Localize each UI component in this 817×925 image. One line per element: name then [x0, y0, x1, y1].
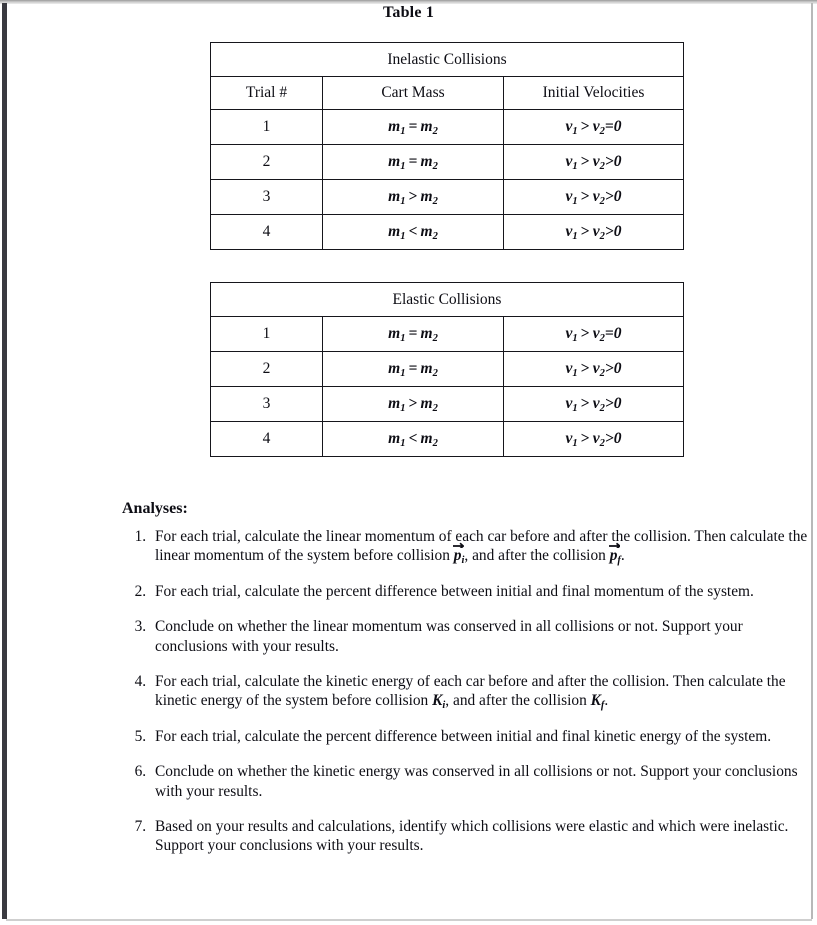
initial-velocities-cell: [504, 317, 684, 352]
math-expression: $m_1 = m_2$: [388, 118, 438, 137]
table-row: [211, 145, 684, 180]
math-expression: $m_1 > m_2$: [388, 395, 438, 414]
analysis-text: For each trial, calculate the linear momentum of each car before and after the collision. Then calculate the linear momentum of the system before collision: [155, 528, 808, 565]
math-expression: $m_1 < m_2$: [388, 430, 438, 449]
scalar-symbol-Kf: $K_f$: [590, 692, 605, 712]
table-caption: Inelastic Collisions: [211, 43, 684, 77]
trial-number-cell: 4: [211, 422, 323, 457]
column-header-1: Cart Mass: [323, 77, 504, 110]
table-row: [211, 317, 684, 352]
analyses-list: [122, 527, 808, 872]
table-row: [211, 215, 684, 250]
cart-mass-cell: [323, 145, 504, 180]
relational-operator: >: [577, 223, 593, 240]
table-row: [211, 352, 684, 387]
analysis-text: .: [604, 692, 609, 710]
math-expression: $v_1 > v_2>0$: [565, 153, 622, 172]
analysis-item-4: [150, 672, 808, 711]
analysis-text: Conclude on whether the kinetic energy was conserved in all collisions or not. Support your conclusions with your results.: [155, 763, 798, 800]
relational-operator: <: [405, 430, 421, 447]
analysis-text: For each trial, calculate the percent difference between initial and final momentum of the system.: [155, 582, 754, 600]
cart-mass-cell: [323, 110, 504, 145]
cart-mass-cell: [323, 180, 504, 215]
trial-number-cell: 2: [211, 145, 323, 180]
column-header-2: Initial Velocities: [504, 77, 684, 110]
initial-velocities-cell: [504, 145, 684, 180]
math-expression: $v_1 > v_2=0$: [565, 118, 622, 137]
math-expression: $m_1 > m_2$: [388, 188, 438, 207]
analyses-heading: Analyses:: [122, 500, 188, 517]
initial-velocities-cell: [504, 387, 684, 422]
relational-operator: >: [405, 188, 421, 205]
trial-number-cell: 1: [211, 317, 323, 352]
relational-operator: >: [577, 325, 593, 342]
trial-number-cell: 3: [211, 180, 323, 215]
analysis-text: , and after the collision: [464, 547, 610, 565]
math-expression: $v_1 > v_2>0$: [565, 223, 622, 242]
analysis-text: Conclude on whether the linear momentum was conserved in all collisions or not. Support your conclusions with your results.: [155, 618, 743, 655]
relational-operator: >: [577, 188, 593, 205]
relational-operator: >: [577, 153, 593, 170]
math-expression: $m_1 = m_2$: [388, 360, 438, 379]
analysis-text: .: [620, 547, 625, 565]
table-row: [211, 387, 684, 422]
relational-operator: >: [577, 360, 593, 377]
column-header-0: Trial #: [211, 77, 323, 110]
cart-mass-cell: [323, 422, 504, 457]
vector-symbol-pf: [610, 546, 621, 565]
analysis-text: , and after the collision: [445, 692, 591, 710]
analysis-item-1: [150, 527, 808, 566]
math-expression: $v_1 > v_2>0$: [565, 188, 622, 207]
vector-subscript: i: [461, 555, 465, 567]
trial-number-cell: 2: [211, 352, 323, 387]
vector-symbol-pi: [454, 546, 465, 565]
table-caption-row: [211, 283, 684, 317]
cart-mass-cell: [323, 215, 504, 250]
relational-operator: =: [405, 153, 421, 170]
table-row: [211, 110, 684, 145]
math-expression: $m_1 = m_2$: [388, 325, 438, 344]
table-row: [211, 180, 684, 215]
cart-mass-cell: [323, 352, 504, 387]
relational-operator: =: [405, 360, 421, 377]
trial-number-cell: 3: [211, 387, 323, 422]
table-caption: Elastic Collisions: [211, 283, 684, 317]
relational-operator: >: [577, 395, 593, 412]
trial-number-cell: 1: [211, 110, 323, 145]
initial-velocities-cell: [504, 422, 684, 457]
table-row: [211, 422, 684, 457]
initial-velocities-cell: [504, 215, 684, 250]
math-expression: $m_1 < m_2$: [388, 223, 438, 242]
scalar-symbol-Ki: $K_i$: [432, 692, 446, 712]
vector-subscript: f: [617, 555, 621, 567]
initial-velocities-cell: [504, 110, 684, 145]
math-expression: $v_1 > v_2=0$: [565, 325, 622, 344]
initial-velocities-cell: [504, 180, 684, 215]
analysis-text: For each trial, calculate the kinetic energy of each car before and after the collision. Then calculate the kinetic energy of the system before collision: [155, 673, 786, 710]
relational-operator: >: [405, 395, 421, 412]
math-expression: $m_1 = m_2$: [388, 153, 438, 172]
math-expression: $v_1 > v_2>0$: [565, 395, 622, 414]
relational-operator: >: [577, 430, 593, 447]
analysis-item-6: [150, 762, 808, 801]
relational-operator: <: [405, 223, 421, 240]
analysis-item-5: [150, 727, 808, 746]
relational-operator: =: [405, 325, 421, 342]
inelastic-collisions-table: [210, 42, 684, 250]
vector-base: p: [453, 547, 462, 565]
relational-operator: >: [577, 118, 593, 135]
cart-mass-cell: [323, 387, 504, 422]
scan-edge-right: [811, 3, 813, 919]
analysis-text: Based on your results and calculations, identify which collisions were elastic and which were inelastic. Support your conclusions with your results.: [155, 818, 789, 855]
table-header-row: [211, 77, 684, 110]
cart-mass-cell: [323, 317, 504, 352]
analysis-item-7: [150, 817, 808, 856]
math-expression: $v_1 > v_2>0$: [565, 360, 622, 379]
analysis-text: For each trial, calculate the percent difference between initial and final kinetic energy of the system.: [155, 727, 772, 745]
page-title: Table 1: [382, 4, 435, 21]
relational-operator: =: [405, 118, 421, 135]
elastic-collisions-table: [210, 282, 684, 457]
table-caption-row: [211, 43, 684, 77]
analysis-item-3: [150, 617, 808, 656]
trial-number-cell: 4: [211, 215, 323, 250]
scalar-subscript: i: [442, 700, 446, 712]
scalar-subscript: f: [600, 700, 605, 712]
scan-edge-left: [2, 3, 7, 919]
math-expression: $v_1 > v_2>0$: [565, 430, 622, 449]
analysis-item-2: [150, 582, 808, 601]
scan-edge-bottom: [6, 919, 812, 921]
initial-velocities-cell: [504, 352, 684, 387]
vector-base: p: [609, 547, 618, 565]
